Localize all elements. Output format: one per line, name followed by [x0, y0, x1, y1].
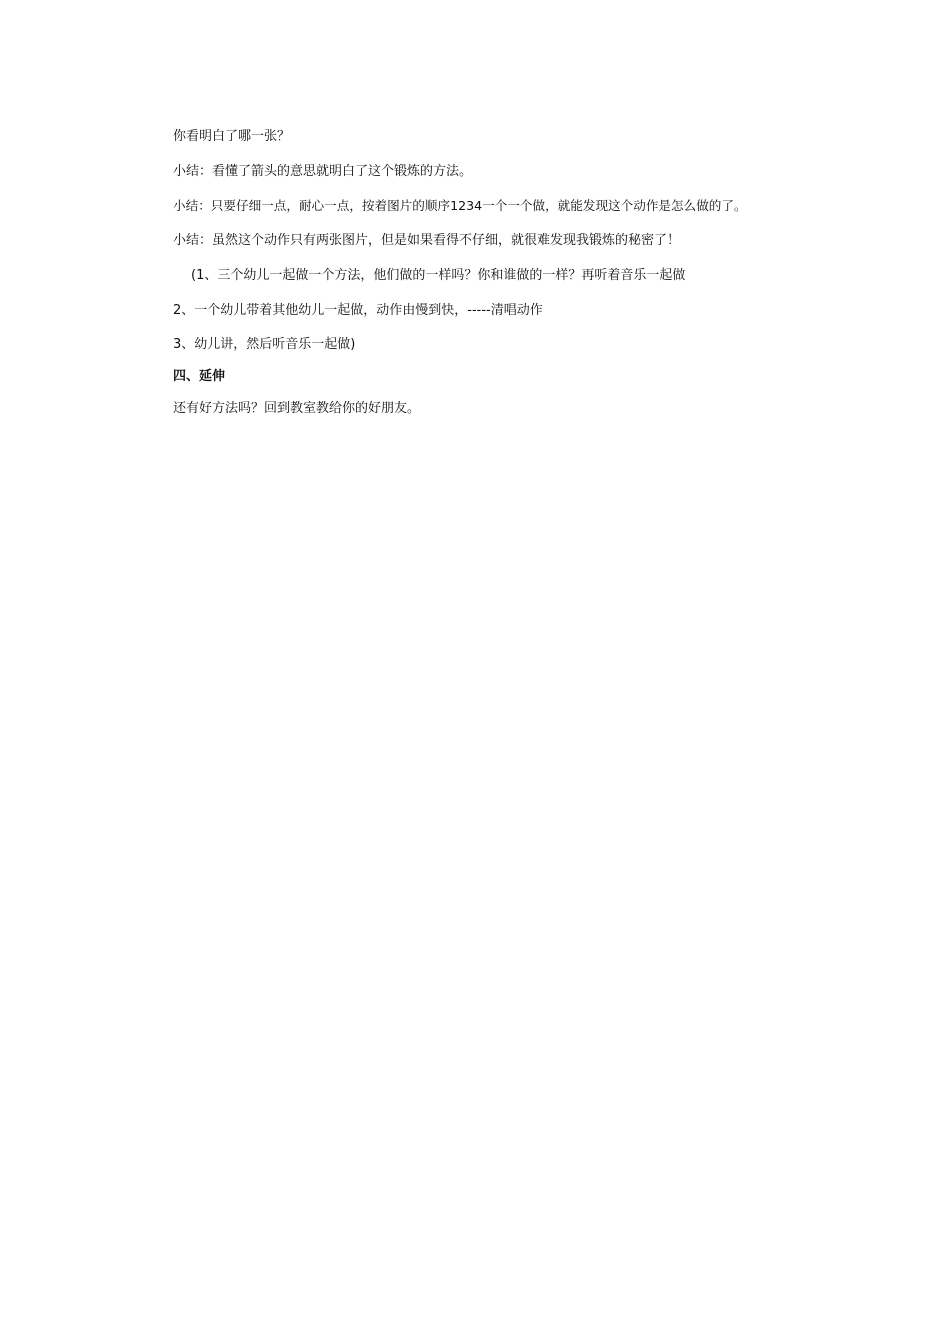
summary-line-arrows: 小结：看懂了箭头的意思就明白了这个锻炼的方法。: [173, 164, 473, 179]
step-line-1: (1、三个幼儿一起做一个方法，他们做的一样吗？你和谁做的一样？再听着音乐一起做: [191, 268, 686, 283]
summary-line-secret: 小结：虽然这个动作只有两张图片，但是如果看得不仔细，就很难发现我锻炼的秘密了！: [173, 233, 681, 248]
text-line-question: 你看明白了哪一张？: [173, 129, 291, 144]
summary-line-sequence: 小结：只要仔细一点，耐心一点，按着图片的顺序1234一个一个做，就能发现这个动作是怎么做的了。: [173, 198, 747, 213]
step-line-2: 2、一个幼儿带着其他幼儿一起做，动作由慢到快，-----清唱动作: [173, 303, 543, 318]
section-heading-extension: 四、延伸: [173, 369, 226, 384]
step-line-3: 3、幼儿讲，然后听音乐一起做): [173, 337, 356, 352]
extension-text: 还有好方法吗？回到教室教给你的好朋友。: [173, 401, 421, 416]
